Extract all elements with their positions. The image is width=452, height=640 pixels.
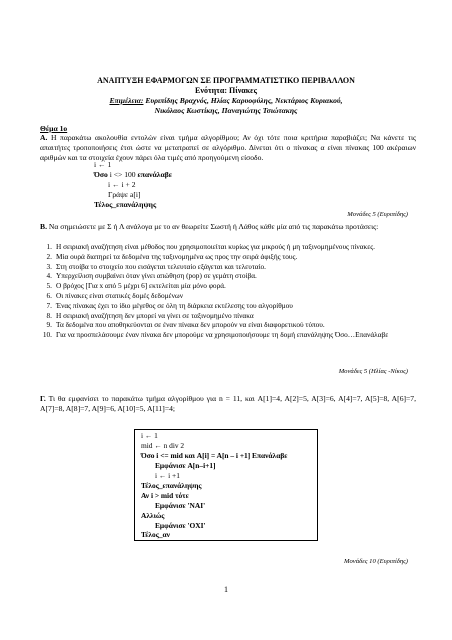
list-item: 9. Τα δεδομένα που αποθηκεύονται σε έναν πίνακα δεν μπορούν να είναι διαφορετικού τύπου. xyxy=(46,320,325,330)
question-c-label: Γ. xyxy=(40,394,46,403)
theme-title: Θέμα 1ο xyxy=(40,124,68,133)
question-a-marks: Μονάδες 5 (Ευριπίδης) xyxy=(347,211,408,218)
list-item: 6. Οι πίνακες είναι στατικές δομές δεδομένων xyxy=(46,290,184,300)
question-c-text: Τι θα εμφανίσει το παρακάτω τμήμα αλγορίθμου για n = 11, και A[1]=4, A[2]=5, A[3]=6, A[4]=7, A[5]=8, A[6]=7, A[7]=8, A[8]=7, A[9]=6, A[10]=5, A[11]=4; xyxy=(40,394,416,414)
code-c-line-11: Τέλος_αν xyxy=(141,530,170,539)
list-item: 1. Η σειριακή αναζήτηση είναι μέθοδος που χρησιμοποιείται κυρίως για μικρούς ή μη ταξινομημένους πίνακες. xyxy=(46,242,375,251)
code-c-line-8: Εμφάνισε 'ΝΑΙ' xyxy=(155,501,206,510)
list-item: 2. Μία ουρά διατηρεί τα δεδομένα της ταξινομημένα ως προς την σειρά άφιξής τους. xyxy=(46,251,298,261)
code-a-condition: i <> 100 xyxy=(107,170,138,179)
code-a-line-2 xyxy=(94,170,172,180)
code-a-line-1: i ← 1 xyxy=(94,160,112,169)
code-c-line-1: i ← 1 xyxy=(141,431,158,440)
code-a-line-4: Γράψε a[i] xyxy=(108,190,141,199)
list-item: 5. Ο βρόχος [Για x από 5 μέχρι 6] εκτελείται μία μόνο φορά. xyxy=(46,281,226,291)
question-c-marks: Μονάδες 10 (Ευριπίδης) xyxy=(344,558,408,565)
code-c-line-2: mid ← n div 2 xyxy=(141,441,185,450)
statements-list xyxy=(40,242,420,340)
question-b xyxy=(40,222,416,232)
question-a-label: Α. xyxy=(40,133,48,142)
code-a-line-5: Τέλος_επανάληψης xyxy=(94,200,157,209)
question-a-text: Η παρακάτω ακολουθία εντολών είναι τμήμα αλγορίθμου; Αν όχι τότε ποια κριτήρια παραβιάζει; Να κάνετε τις απαιτήτες τροποποιήσεις έτσι ώστε να μετατραπεί σε αλγόριθμο. Δίνεται ότι ο πίνακας α είναι πίνακας 100 ακέραιων αριθμών και τα στοιχεία έχουν πάρει όλα τιμές από προηγούμενη είσοδο. xyxy=(40,133,416,163)
question-b-text: Να σημειώσετε με Σ ή Λ ανάλογα με το αν θεωρείτε Σωστή ή Λάθος κάθε μία από τις παρακάτω προτάσεις: xyxy=(46,222,379,231)
keyword-oso: Όσο xyxy=(94,170,108,179)
code-c-line-3: Όσο i <= mid και A[i] = A[n – i +1] Επανάλαβε xyxy=(141,451,288,460)
list-item: 10. Για να προσπελάσουμε έναν πίνακα δεν μπορούμε να χρησιμοποιήσουμε τη δομή επανάληψης Όσο…Επανάλαβε xyxy=(42,330,389,340)
question-b-label: Β. xyxy=(40,222,47,231)
code-c-line-4: Εμφάνισε A[n–i+1] xyxy=(155,461,216,470)
code-c-line-7: Αν i > mid τότε xyxy=(141,491,189,500)
code-c-line-10: Εμφάνισε 'ΟΧΙ' xyxy=(155,521,206,530)
question-b-marks: Μονάδες 5 (Ηλίας -Νίκος) xyxy=(338,368,408,375)
list-item: 4. Υπερχείλιση συμβαίνει όταν γίνει απώθηση (pop) σε γεμάτη στοίβα. xyxy=(46,271,257,281)
editors-names-1: Ευριπίδης Βραχνός, Ηλίας Καρυοφύλης, Νεκτάριος Κυριακού, xyxy=(143,96,343,105)
list-item: 7. Ένας πίνακας έχει το ίδιο μέγεθος σε όλη τη διάρκεια εκτέλεσης του αλγορίθμου xyxy=(46,300,293,310)
keyword-epanalave: επανάλαβε xyxy=(137,170,173,179)
unit-title: Ενότητα: Πίνακες xyxy=(195,86,257,95)
code-c-line-9: Αλλιώς xyxy=(141,511,165,520)
code-a-line-3: i ← i + 2 xyxy=(108,180,136,189)
list-item: 8. Η σειριακή αναζήτηση δεν μπορεί να γίνει σε ταξινομημένο πίνακα xyxy=(46,310,254,320)
list-item: 3. Στη στοίβα το στοιχείο που εισάγεται τελευταίο εξάγεται και τελευταίο. xyxy=(46,261,267,271)
document-title: ΑΝΑΠΤΥΞΗ ΕΦΑΡΜΟΓΩΝ ΣΕ ΠΡΟΓΡΑΜΜΑΤΙΣΤΙΚΟ ΠΕΡΙΒΑΛΛΟΝ xyxy=(97,76,355,85)
page-number: 1 xyxy=(224,585,228,594)
editors-names-2: Νικόλαος Κωστίκης, Παναγιώτης Τσιώτακης xyxy=(154,106,298,115)
code-c-box xyxy=(134,429,318,541)
question-c xyxy=(40,394,416,414)
code-c-line-6: Τέλος_επανάληψης xyxy=(141,481,202,490)
editors-label: Επιμέλεια: xyxy=(109,96,144,105)
code-c-line-5: i ← i +1 xyxy=(155,471,180,480)
editors-line xyxy=(0,96,452,106)
